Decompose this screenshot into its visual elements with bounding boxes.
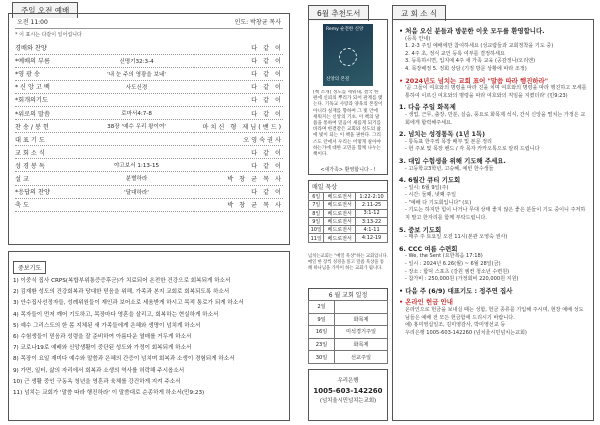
worship-order-row (15, 146, 283, 159)
schedule-cell (335, 301, 388, 314)
news-box (392, 19, 594, 421)
news-detail: (등록 안내) (405, 35, 431, 42)
offering-box (308, 369, 388, 421)
order-detail (79, 198, 194, 211)
order-leader: 다 같 이 (194, 67, 283, 80)
news-detail: - 헌 주보 및 목장 밴드 / 각 목자 카카오톡으로 알려 드립니다 (405, 146, 540, 153)
order-leader: 다 같 이 (194, 54, 283, 67)
order-item: 축 도 (15, 198, 79, 211)
order-detail (79, 133, 194, 146)
reading-cell: 베드로전서 (324, 209, 356, 217)
order-item: *응답의 찬양 (15, 185, 79, 198)
order-detail: '내 눈 주의 영광을 보네' (79, 67, 194, 80)
news-detail: 4. 목장배정 5. 정회 상담 (기정 방문 상황에 따라 조정) (405, 65, 527, 72)
schedule-cell: 화목제 (335, 313, 388, 326)
worship-order-row (15, 120, 283, 133)
prayer-title: 중보기도 (13, 261, 46, 274)
reading-cell: 9일 (309, 217, 324, 225)
prayer-item: 8) 목장이 요일 재미다 예수와 말씀과 은혜의 간증이 넘치며 회복과 소생이 경험되게 하소서 (13, 356, 235, 363)
news-heading: • 온라인 헌금 안내 (399, 298, 453, 307)
worship-order-row (15, 185, 283, 198)
order-detail (79, 93, 194, 106)
schedule-cell: 화목제 (335, 338, 388, 351)
reading-cell: 베드로전서 (324, 234, 356, 242)
reading-cell: 3:1-12 (356, 209, 388, 217)
order-leader: 박 창 균 목 사 (194, 198, 283, 211)
news-detail: - 생업, 근무, 출장, 만분, 실습, 풍요로 화목제 석식, 간식 신앙을 떨치는 가정은 교회에게 합력해주세요. (405, 111, 586, 126)
news-heading: • 2024년도 넘치는 교회 표어 "말씀 따라 행진하라" (399, 76, 549, 85)
news-heading: 4. 6월간 큐티 기도회 (399, 176, 461, 185)
news-tab: 교 회 소 식 (392, 5, 446, 21)
news-detail: - "예배 다 기도회입니다" (토) (405, 199, 472, 206)
order-item: 성 경 봉 독 (15, 159, 79, 172)
reading-row (309, 193, 388, 201)
order-detail: 야고보서 1:13-15 (79, 159, 194, 172)
news-detail: 2. 4주 초, 정식 교인 등록 여부를 결정하세요 (405, 50, 505, 57)
prayer-item: 5) 예수 그리스도의 한 몸 지체된 새 가족들에게 은혜와 생명이 넘치게 하소서 (13, 322, 201, 329)
worship-order-box (8, 13, 290, 245)
new-family-link[interactable]: <새가족> 환영합니다 - ! (320, 167, 376, 173)
reading-cell: 1:22-2:10 (356, 193, 388, 201)
order-item: * 신 앙 고 백 (15, 80, 79, 93)
schedule-cell: 23일 (309, 338, 335, 351)
news-detail: - 장소 : 합덕 스포츠 (강원 엠컨 청소년 수련원) (405, 268, 510, 275)
order-leader: 다 같 이 (194, 185, 283, 198)
book-cover-sub: 신앙의 본질 (326, 76, 350, 82)
prayer-item: 11) 넘치는 교회가 '말씀 따라 행진하라' 이 말씀대로 순종하게 하소서(민9:23) (13, 390, 205, 397)
worship-order-row (15, 54, 283, 67)
worship-leader: 인도: 박창균 목사 (234, 19, 281, 26)
reading-cell: 베드로전서 (324, 201, 356, 209)
schedule-row (309, 351, 388, 364)
schedule-cell: 선교주일 (335, 351, 388, 364)
cover-ornament-icon (339, 48, 357, 66)
reading-cell: 4:12-19 (356, 234, 388, 242)
news-heading: 1. 다음 주일 화목제 (399, 103, 456, 112)
order-item: *회개의기도 (15, 93, 79, 106)
order-item: *영 광 송 (15, 67, 79, 80)
order-detail: 신명기32:3-4 (79, 54, 194, 67)
order-leader: 다 같 이 (194, 159, 283, 172)
reading-cell: 7일 (309, 201, 324, 209)
worship-order-row (15, 172, 283, 185)
order-item: 찬 송 / 봉 헌 (15, 120, 79, 133)
order-item: 설 교 (15, 172, 79, 185)
order-item: *위로의 말씀 (15, 106, 79, 119)
reading-cell: 10일 (309, 226, 324, 234)
reading-cell: 6일 (309, 193, 324, 201)
offering-holder: (넘치울시민넘치는교회) (319, 398, 377, 404)
reading-cell: 3:13-22 (356, 217, 388, 225)
order-detail (79, 146, 194, 159)
schedule-cell: 30일 (309, 351, 335, 364)
schedule-cell: 미석경기주일 (335, 326, 388, 339)
news-detail: - 참가비 : 250,000원 (가정회비 220,000원 지원) (405, 276, 519, 283)
worship-time: 오전 11:00 (17, 19, 48, 26)
order-item: 대 표 기 도 (15, 133, 79, 146)
reading-cell: 8일 (309, 209, 324, 217)
order-leader: 다 같 이 (194, 146, 283, 159)
worship-order-row (15, 198, 283, 211)
news-detail: - 매주 주 토요일 오전 11시(본관 오영숙 권사) (405, 234, 508, 241)
worship-order-row (15, 133, 283, 146)
book-cover-title: Remy 순전한 신앙 (326, 27, 364, 32)
reading-row (309, 201, 388, 209)
reading-row (309, 226, 388, 234)
prayer-item: 9) 가면, 일터, 삶의 자리에서 회복과 소생의 역사를 허락해 주시옵소서 (13, 367, 185, 374)
reading-cell: 베드로전서 (324, 217, 356, 225)
news-heading: 6. CCC 여름 수련회 (399, 244, 458, 253)
worship-order-row (15, 106, 283, 119)
offering-bank: 우리은행 (337, 378, 359, 384)
order-item: 경배와 찬양 (15, 41, 79, 54)
order-leader: 다 같 이 (194, 80, 283, 93)
worship-tab: 주일 오전 예배 (12, 2, 78, 18)
news-detail: - 일시 : 2024년 6.26(월) ~ 6월 28일(금) (405, 261, 501, 268)
schedule-cell: 9일 (309, 313, 335, 326)
order-leader: 박 창 균 목 사 (194, 172, 283, 185)
schedule-title: 6 월 교회 일정 (308, 288, 388, 301)
order-detail: 분별하라 (79, 172, 194, 185)
news-detail: '곧 그들이 여호와의 명령을 따라 진을 치며 여호와의 명령을 따라 행진하고 모세를 통하여 이르신 여호와의 명령을 따라 여호와의 직임을 지켰더라' (민9:23) (405, 85, 587, 99)
news-detail: - 통독표 한주씩 목장 배부 및 본문 정리 (405, 138, 492, 145)
reading-cell: 베드로전서 (324, 226, 356, 234)
worship-order-row (15, 41, 283, 54)
reading-cell: 11일 (309, 234, 324, 242)
prayer-item: 1) 이중식 집사 CRPS(복합부위통증증후군)가 치료되어 온전한 건강으로 회복되게 하소서 (13, 278, 231, 284)
book-description: [책 소개] 성도를 세워내, 결국 한편에 신뢰의 뿌리가 되어 관계를 맺는다. 기독교 사랑과 양육의 본질이 아니라 실재를 향하여 그 빛 안에 세워지는 신앙의 기초. 이 책의 말씀을 통하여 믿음이 새롭게 되기를 바라며 한결같은 교회와 성도의 삶에 빛이 되는 이 책을 권한다. 그리스도 안에서 우리는 어떻게 살아야 하는가에 대한 고민을 함께 나누는 책이다. (313, 90, 383, 158)
schedule-cell: 16일 (309, 326, 335, 339)
worship-order-table (15, 41, 283, 212)
news-heading: • 처음 오신 분들과 방문한 이웃 모두를 환영합니다. (399, 27, 545, 35)
order-leader: 마치신 형 제님(밴드) (194, 120, 283, 133)
offering-account: 1005-603-142260 (313, 387, 383, 395)
news-detail: - 기도는 하지만 힘이 나거나 무대 상태 좋지 않은 좋은 분들이 기도 중이니 주저하지 말고 한자리를 함께 부탁드립니다. (405, 207, 586, 222)
news-detail: - 고등학교3학년, 고승혜, 예빈 한수생들 (405, 165, 494, 172)
reading-cell: 2:11-25 (356, 201, 388, 209)
worship-order-row (15, 159, 283, 172)
news-heading: 3. 대입 수험생을 위해 기도해 주세요. (399, 156, 506, 165)
worship-order-row (15, 93, 283, 106)
standing-note: * 이 표시는 다같이 일어섭니다 (15, 32, 82, 38)
news-detail: 온라인으로 헌금을 보내실 때는 성함, 헌금 종류를 기입해 주시며, 현장 예배 성도님들은 예배 전 모든 헌금함에 드리시기 바랍니다. (405, 307, 584, 321)
schedule-table (308, 300, 388, 364)
news-detail: 1. 2-3 주일 예배에만 참여하세요 (성교람들과 교회정착을 기도 중) (405, 43, 554, 50)
reading-title: 매일 묵상 (308, 180, 388, 193)
order-leader: 오영숙권사 (194, 133, 283, 146)
prayer-item: 2) 김재환 성도의 건강회복과 당대한 믿음을 위해, 가족과 본지 교회로 회복되도록 하소서 (13, 289, 230, 296)
order-leader: 다 같 이 (194, 41, 283, 54)
news-detail: - We, the Sent (요한복음 17:18) (405, 253, 483, 260)
worship-meta (15, 16, 283, 29)
schedule-row (309, 326, 388, 339)
order-item: 교 회 소 식 (15, 146, 79, 159)
schedule-row (309, 338, 388, 351)
schedule-row (309, 313, 388, 326)
news-heading: • 다음 주 (6/9) 대표기도 : 정주연 집사 (399, 286, 513, 295)
prayer-list (13, 276, 285, 399)
order-leader: 다 같 이 (194, 93, 283, 106)
prayer-item: 3) 안수집사선정자들, 성례위원들이 재인과 보어소로 세움받게 하시고 목적 통로가 되게 하소서 (13, 300, 244, 307)
reading-row (309, 217, 388, 225)
reading-row (309, 234, 388, 242)
news-detail: 3. 등록하시면, 입지예 4주 새 가족 교육 (공감정나/오리엔) (405, 58, 536, 65)
book-box (308, 19, 388, 175)
news-detail: - 시간: 둘째, 넷째 주일 (405, 192, 457, 199)
book-tab: 6월 추천도서 (308, 5, 369, 21)
prayer-item: 4) 목자들이 먼저 깨어 기도하고, 목장마다 영혼을 살리고, 회복하는 현실하게 하소서 (13, 311, 219, 318)
order-leader: 다 같 이 (194, 106, 283, 119)
prayer-item: 6) 수험생들이 믿음과 성령을 잘 준비하여 아름다운 열매를 거두게 하소서 (13, 334, 192, 341)
order-detail: '달대하라' (79, 185, 194, 198)
reading-table (308, 192, 388, 243)
prayer-item: 10) 근 생활 중인 구동옥 청년을 영혼과 육체를 강건하게 지켜 주소서 (13, 378, 181, 385)
prayer-box (8, 251, 290, 421)
reading-cell: 베드로전서 (324, 193, 356, 201)
prayer-item: 7) 코로나19로 예배와 신앙생활이 중단된 성도와 가정이 회복되게 하소서 (13, 345, 192, 352)
news-detail: - 일시: 6월 9일(주) (405, 184, 449, 191)
order-detail (79, 41, 194, 54)
news-detail: 우리은행 1005-603-142260 (넘치울시민넘치는교회) (405, 329, 527, 336)
book-cover (323, 24, 373, 86)
news-heading: 2. 넘치는 성경통독 (1년 1독) (399, 130, 486, 139)
order-item: *예배의 부름 (15, 54, 79, 67)
news-heading: 5. 중보 기도회 (399, 225, 442, 234)
worship-order-row (15, 80, 283, 93)
reading-row (309, 209, 388, 217)
reading-cell: 4:1-11 (356, 226, 388, 234)
reading-note: 넘치는교회는 "매일 묵상"하는 교회입니다. 매일 한 장씩 성경을 읽고 말씀 묵상을 통해 하나님을 가까이 하는 교회가 됩니다. (308, 254, 388, 271)
order-detail: 38장 '예수 우리 왕이여' (79, 120, 194, 133)
news-detail: 예) 홍미영십일조, 김미영감사, 박미영선교 등 (405, 322, 506, 329)
worship-order-row (15, 67, 283, 80)
order-detail: 로마서4:7-8 (79, 106, 194, 119)
schedule-row (309, 301, 388, 314)
schedule-cell: 2일 (309, 301, 335, 314)
order-detail: 사도신경 (79, 80, 194, 93)
